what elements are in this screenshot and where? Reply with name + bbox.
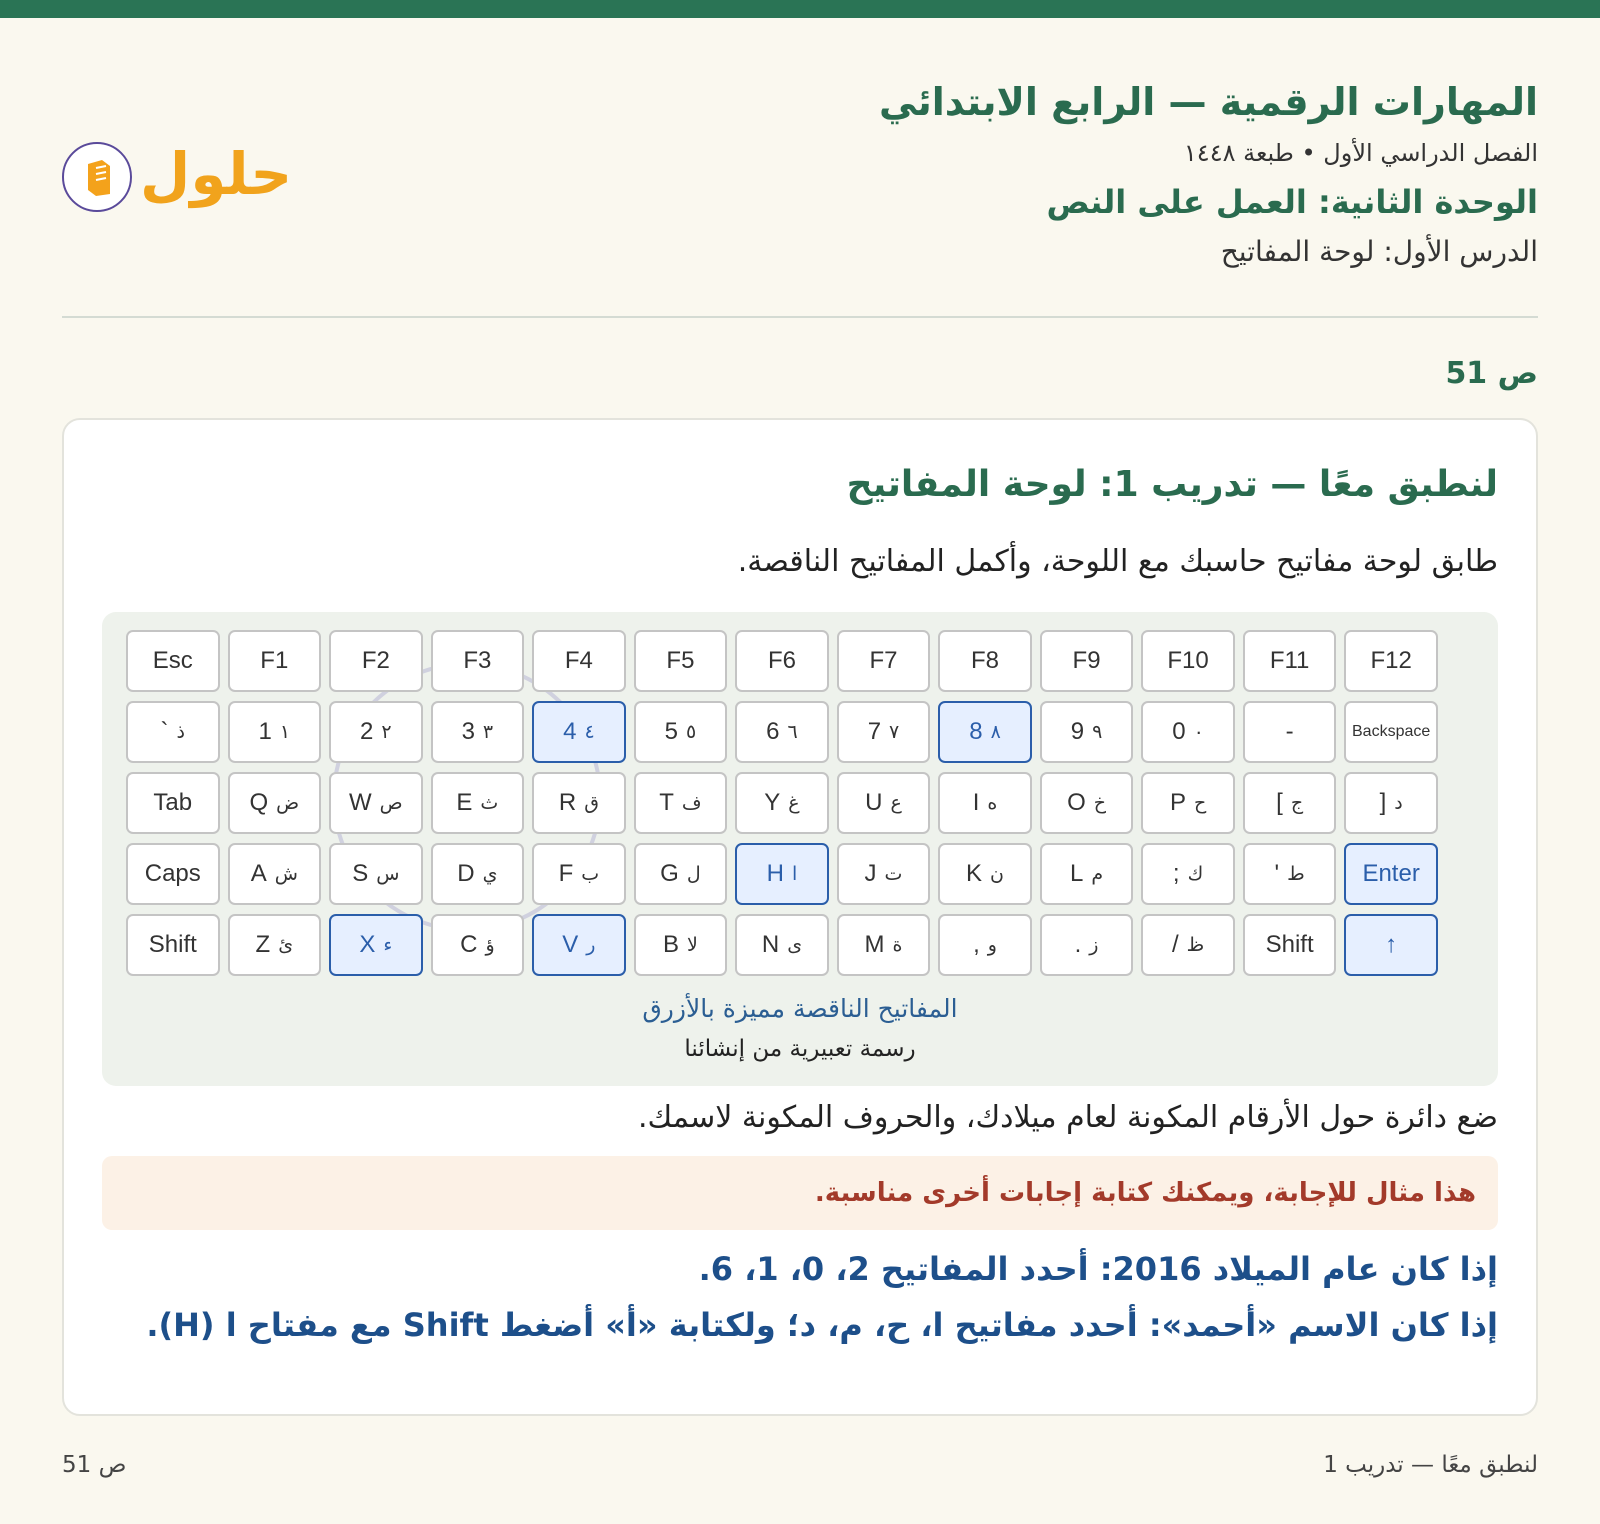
keyboard-row (126, 914, 1438, 976)
key-label-latin: M (864, 931, 885, 958)
missing-key[interactable] (532, 914, 626, 976)
key-label-latin: Shift (1265, 931, 1314, 958)
missing-key[interactable] (532, 701, 626, 763)
key[interactable] (735, 701, 829, 763)
key-label-arabic: ٥ (685, 721, 697, 743)
key-label-latin: F1 (260, 647, 289, 674)
key-label-arabic: ق (584, 792, 599, 814)
key-label-latin: H (766, 860, 784, 887)
key-label-latin: F2 (361, 647, 390, 674)
key-label-latin: S (352, 860, 369, 887)
key[interactable] (735, 772, 829, 834)
key-label-arabic: ٨ (990, 721, 1001, 743)
key[interactable] (1040, 843, 1134, 905)
key-label-latin: Y (764, 789, 781, 816)
key-label-latin: Q (249, 789, 269, 816)
key-label-latin: F6 (767, 647, 796, 674)
key[interactable] (1040, 914, 1134, 976)
key[interactable] (431, 843, 525, 905)
lesson-title: الدرس الأول: لوحة المفاتيح (1220, 235, 1538, 268)
key[interactable] (1243, 630, 1337, 692)
key-label-latin: U (865, 789, 883, 816)
key[interactable] (735, 914, 829, 976)
key-label-arabic: د (1394, 792, 1403, 814)
key[interactable] (634, 843, 728, 905)
key[interactable] (329, 630, 423, 692)
key[interactable] (1141, 914, 1235, 976)
unit-title: الوحدة الثانية: العمل على النص (1046, 183, 1538, 221)
key[interactable] (329, 843, 423, 905)
example-note: هذا مثال للإجابة، ويمكنك كتابة إجابات أخرى مناسبة. (102, 1156, 1498, 1230)
key[interactable] (837, 701, 931, 763)
key-label-latin: F4 (564, 647, 593, 674)
key[interactable] (1344, 630, 1438, 692)
key-label-arabic: ف (681, 792, 702, 814)
instruction-match-keyboard: طابق لوحة مفاتيح حاسبك مع اللوحة، وأكمل المفاتيح الناقصة. (737, 544, 1498, 579)
key[interactable] (431, 701, 525, 763)
key[interactable] (228, 843, 322, 905)
key[interactable] (1141, 630, 1235, 692)
key[interactable] (837, 772, 931, 834)
key-label-arabic: ث (480, 792, 499, 814)
key-label-arabic: س (376, 863, 400, 885)
key-label-latin: P (1169, 789, 1186, 816)
footer-page-number: ص 51 (62, 1452, 127, 1478)
instruction-circle-keys: ضع دائرة حول الأرقام المكونة لعام ميلادك، والحروف المكونة لاسمك. (637, 1100, 1498, 1135)
page-header (62, 76, 1538, 316)
key[interactable] (1040, 772, 1134, 834)
key[interactable] (228, 701, 322, 763)
key-label-arabic: ت (884, 863, 903, 885)
key[interactable] (126, 630, 220, 692)
exercise-title: لنطبق معًا — تدريب 1: لوحة المفاتيح (846, 464, 1498, 505)
key[interactable] (1344, 772, 1438, 834)
keyboard-caption-missing: المفاتيح الناقصة مميزة بالأزرق (642, 994, 958, 1023)
key-label-arabic: غ (788, 792, 800, 814)
key[interactable] (1243, 843, 1337, 905)
key-label-arabic: ح (1193, 792, 1207, 814)
key-label-arabic: ء (383, 934, 393, 956)
key-label-latin: 7 (867, 718, 882, 745)
key[interactable] (1141, 701, 1235, 763)
key-label-latin: F10 (1167, 647, 1209, 674)
keyboard-row (126, 843, 1438, 905)
key[interactable] (1040, 701, 1134, 763)
key-label-latin: F (558, 860, 574, 887)
key[interactable] (431, 772, 525, 834)
key-label-arabic: ذ (176, 721, 185, 743)
key[interactable] (532, 772, 626, 834)
key-label-latin: / (1171, 931, 1179, 958)
key-label-latin: 6 (766, 718, 780, 745)
key[interactable] (532, 630, 626, 692)
key-label-latin: K (966, 860, 983, 887)
key-label-latin: R (558, 789, 577, 816)
key-label-latin: 5 (664, 718, 678, 745)
logo-wordmark: حلول (140, 140, 293, 208)
key[interactable] (1141, 772, 1235, 834)
keyboard-figure (102, 612, 1498, 1086)
key[interactable] (634, 701, 728, 763)
key-label-latin: Enter (1362, 860, 1420, 887)
key[interactable] (938, 843, 1032, 905)
key-label-latin: I (972, 789, 980, 816)
key-label-latin: V (562, 931, 579, 958)
key[interactable] (1243, 914, 1337, 976)
key-label-latin: Z (255, 931, 271, 958)
key-label-latin: F5 (666, 647, 695, 674)
key-label-arabic: ع (890, 792, 902, 814)
keyboard (126, 630, 1438, 985)
key[interactable] (1040, 630, 1134, 692)
key-label-arabic: ؤ (485, 934, 495, 956)
key-label-latin: F11 (1269, 647, 1310, 674)
key-label-latin: 0 (1172, 718, 1186, 745)
key[interactable] (532, 843, 626, 905)
footer-exercise-label: لنطبق معًا — تدريب 1 (1323, 1452, 1538, 1478)
key-label-latin: E (456, 789, 473, 816)
answer-birth-year: إذا كان عام الميلاد 2016: أحدد المفاتيح 2، 0، 1، 6. (698, 1250, 1498, 1288)
key-label-latin: F12 (1370, 647, 1412, 674)
key[interactable] (938, 914, 1032, 976)
key-label-latin: Backspace (1352, 723, 1431, 740)
answer-name: إذا كان الاسم «أحمد»: أحدد مفاتيح ا، ح، م، د؛ ولكتابة «أ» أضغط Shift مع مفتاح ا (H). (146, 1306, 1498, 1344)
key-label-arabic: م (1091, 863, 1104, 885)
key[interactable] (126, 843, 220, 905)
key-label-arabic: ١ (279, 721, 291, 743)
key-label-latin: Shift (148, 931, 197, 958)
key-label-latin: D (457, 860, 475, 887)
book-subtitle: الفصل الدراسي الأول • طبعة ١٤٤٨ (1183, 139, 1538, 167)
key[interactable] (735, 630, 829, 692)
key-label-latin: C (460, 931, 478, 958)
key-label-latin: ] (1379, 789, 1387, 816)
key-label-latin: 1 (258, 718, 272, 745)
key[interactable] (228, 914, 322, 976)
key-label-arabic: ك (1187, 863, 1204, 885)
key-label-arabic: ب (581, 863, 600, 885)
key-label-latin: 4 (563, 718, 577, 745)
key[interactable] (634, 914, 728, 976)
key[interactable] (228, 630, 322, 692)
key[interactable] (431, 914, 525, 976)
key-label-latin: Esc (152, 647, 193, 674)
key[interactable] (837, 914, 931, 976)
hulul-logo[interactable] (62, 132, 293, 222)
key[interactable] (837, 630, 931, 692)
key-label-arabic: ن (990, 863, 1004, 885)
key-label-latin: 9 (1070, 718, 1085, 745)
key-label-arabic: و (987, 934, 997, 956)
key-label-latin: A (250, 860, 267, 887)
page-number: ص 51 (1445, 356, 1538, 391)
keyboard-caption-illustrative: رسمة تعبيرية من إنشائنا (684, 1036, 916, 1062)
key-label-latin: F7 (869, 647, 898, 674)
key-label-latin: L (1069, 860, 1084, 887)
key-label-latin: ` (160, 718, 169, 745)
key-label-latin: J (864, 860, 877, 887)
missing-key[interactable] (735, 843, 829, 905)
key-label-latin: B (662, 931, 679, 958)
key-label-arabic: ٩ (1092, 721, 1103, 743)
header-divider (62, 316, 1538, 318)
key-label-latin: F3 (463, 647, 492, 674)
key-label-arabic: ض (276, 792, 300, 814)
key-label-arabic: ا (791, 863, 798, 885)
key[interactable] (228, 772, 322, 834)
key[interactable] (634, 630, 728, 692)
key-label-latin: 8 (969, 718, 983, 745)
key-label-latin: 3 (461, 718, 475, 745)
key-label-arabic: ٦ (787, 721, 798, 743)
key-label-arabic: ٣ (482, 721, 494, 743)
key-label-arabic: ه (987, 792, 998, 814)
key-label-latin: ' (1274, 860, 1280, 887)
key-label-arabic: ئ (278, 934, 294, 956)
top-accent-bar (0, 0, 1600, 18)
missing-key[interactable] (938, 701, 1032, 763)
key-label-arabic: ي (482, 863, 498, 885)
key-label-latin: T (659, 789, 674, 816)
key-label-latin: G (660, 860, 679, 887)
key-label-arabic: ى (787, 934, 803, 956)
key-label-arabic: ٢ (381, 721, 392, 743)
key-label-arabic: ظ (1186, 934, 1205, 956)
key-label-arabic: ٠ (1193, 721, 1204, 743)
keyboard-row (126, 630, 1438, 692)
key-label-latin: - (1285, 718, 1294, 745)
key-label-latin: X (359, 931, 376, 958)
key-label-latin: Tab (153, 789, 193, 816)
book-icon (62, 142, 132, 212)
key[interactable] (126, 701, 220, 763)
key-label-latin: , (973, 931, 980, 958)
key-label-arabic: ل (686, 863, 701, 885)
key[interactable] (126, 914, 220, 976)
key-label-arabic: ش (274, 863, 298, 885)
key-label-latin: 2 (360, 718, 374, 745)
key[interactable] (329, 701, 423, 763)
book-title: المهارات الرقمية — الرابع الابتدائي (879, 80, 1538, 124)
header-text (879, 76, 1538, 272)
key[interactable] (1141, 843, 1235, 905)
missing-key[interactable] (1344, 914, 1438, 976)
exercise-card (62, 418, 1538, 1416)
key-label-latin: ↑ (1385, 931, 1398, 958)
key-label-arabic: ز (1089, 934, 1099, 956)
key-label-arabic: ة (892, 934, 903, 956)
key-label-latin: F9 (1072, 647, 1101, 674)
key-label-arabic: لا (687, 934, 698, 956)
key[interactable] (329, 772, 423, 834)
key-label-latin: . (1074, 931, 1082, 958)
key-label-latin: [ (1276, 789, 1283, 816)
key-label-arabic: ر (586, 934, 596, 956)
key-label-arabic: ج (1290, 792, 1304, 814)
key[interactable] (126, 772, 220, 834)
key-label-latin: W (349, 789, 372, 816)
key-label-latin: N (761, 931, 780, 958)
key[interactable] (1344, 701, 1438, 763)
missing-key[interactable] (329, 914, 423, 976)
key-label-arabic: ٤ (584, 721, 595, 743)
key[interactable] (938, 630, 1032, 692)
key-label-arabic: خ (1093, 792, 1107, 814)
key-label-latin: ; (1172, 860, 1180, 887)
key[interactable] (1243, 701, 1337, 763)
key[interactable] (431, 630, 525, 692)
keyboard-row (126, 701, 1438, 763)
keyboard-row (126, 772, 1438, 834)
key-label-arabic: ص (379, 792, 403, 814)
key[interactable] (634, 772, 728, 834)
key-label-latin: O (1067, 789, 1086, 816)
missing-key[interactable] (1344, 843, 1438, 905)
key-label-latin: Caps (144, 860, 201, 887)
key[interactable] (837, 843, 931, 905)
key[interactable] (938, 772, 1032, 834)
key[interactable] (1243, 772, 1337, 834)
key-label-arabic: ط (1287, 863, 1305, 885)
key-label-arabic: ٧ (889, 721, 900, 743)
key-label-latin: F8 (971, 647, 1000, 674)
